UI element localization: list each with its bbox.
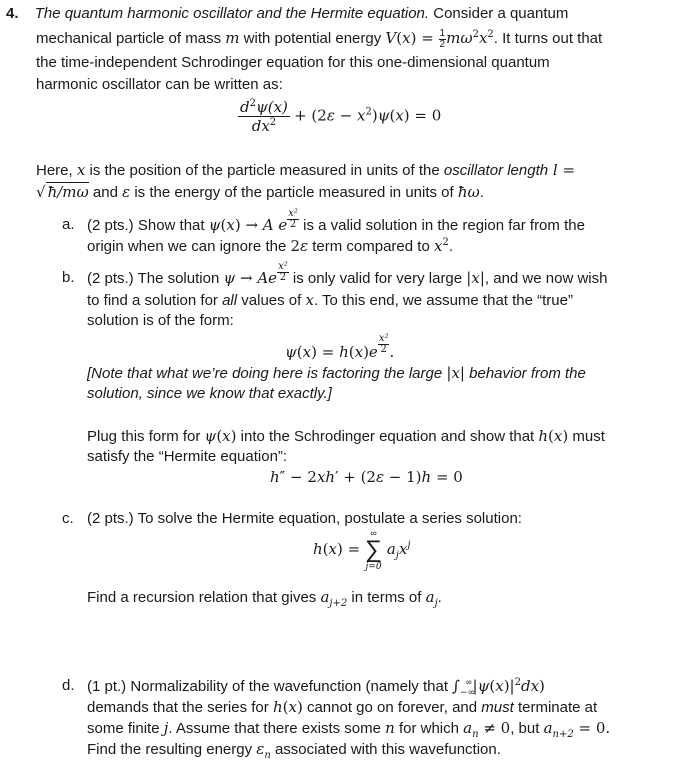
part-b-line-3: solution is of the form: [87,312,234,329]
half-fraction: $\frac{1}{2}$ [439,27,446,50]
part-c-line-2: Find a recursion relation that gives $a_{j+2}$ in terms of $a_j$. [87,588,442,609]
problem-number: 4. [6,5,19,22]
part-b-note-line-1: [Note that what we’re doing here is factoring the large |x| behavior from the [87,364,586,382]
part-a-line-2: origin when we can ignore the 2ε term compared to $x^2$. [87,237,453,255]
schrodinger-equation: $\frac{d^2\psi(x)}{dx^2}$ + $(2\varepsilon - x^2)\psi(x) = 0$ [240,98,442,135]
part-d-line-1: (1 pt.) Normalizability of the wavefunction (namely that $\int_{-\infty}^\infty|\psi(x)|^2dx$) [87,677,545,698]
part-d-line-4: Find the resulting energy $\varepsilon_n$ associated with this wavefunction. [87,740,501,761]
series-solution: h(x) = ∞ ∑ j=0 $a_jx^j$ [313,528,411,572]
part-b-plug-line-2: satisfy the “Hermite equation”: [87,448,288,465]
problem-intro-line-3: the time-independent Schrodinger equation for this one-dimensional quantum [36,54,550,71]
part-d-line-2: demands that the series for h(x) cannot go on forever, and must terminate at [87,698,598,716]
problem-intro-line-4: harmonic oscillator can be written as: [36,76,283,93]
part-d-label: d. [62,677,75,694]
here-line-1: Here, x is the position of the particle measured in units of the oscillator length l = [36,161,576,179]
problem-intro-text: Consider a quantum [429,5,569,22]
summation-symbol: ∞ ∑ j=0 [364,528,383,572]
true-solution-equation: ψ(x) = h(x)e $\frac{\text{x²}}{2}$ . [285,333,395,361]
part-b-line-2: to find a solution for all values of x. To this end, we assume that the “true” [87,291,573,309]
part-b-note-line-2: solution, since we know that exactly.] [87,385,332,402]
part-b-line-1: (2 pts.) The solution ψ → Ae $\frac{\text{x²}}{2}$ is only valid for very large |x|, and we now wish [87,261,608,287]
here-line-2: √ ħ/mω and ε is the energy of the particle measured in units of ħω. [36,183,484,201]
part-d-line-3: some finite j. Assume that there exists some n for which $a_n \ne 0$, but $a_{n+2} = 0$. [87,719,611,740]
part-b-plug-line-1: Plug this form for ψ(x) into the Schrodinger equation and show that h(x) must [87,427,605,445]
part-c-line-1: (2 pts.) To solve the Hermite equation, postulate a series solution: [87,510,522,527]
hermite-equation: h″ − 2xh′ + (2ε − 1)h = 0 [270,468,463,486]
part-c-label: c. [62,510,74,527]
problem-title: The quantum harmonic oscillator and the Hermite equation. [34,5,430,22]
part-a-label: a. [62,216,75,233]
part-a-line-1: (2 pts.) Show that ψ(x) → A e $\frac{\text{x²}}{2}$ is a valid solution in the region far from the [87,208,585,234]
problem-intro-line-2: mechanical particle of mass m with potential energy V(x) = $\frac{1}{2}$ $m\omega^2x^2$. It turns out that [36,27,603,50]
problem-intro-line-1 [6,4,568,24]
part-b-label: b. [62,269,75,286]
